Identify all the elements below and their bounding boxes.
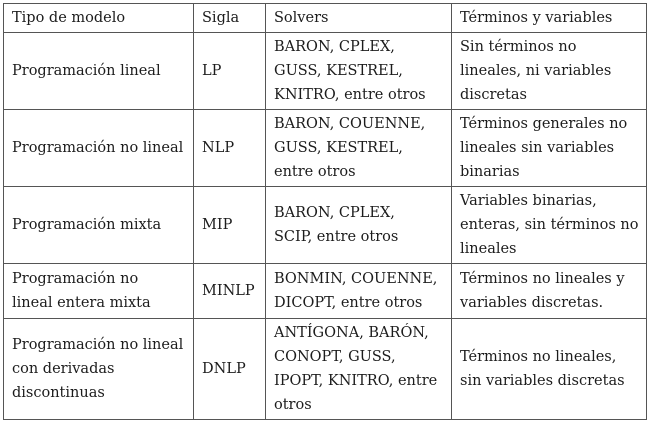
cell-line: Programación mixta xyxy=(12,217,162,233)
cell-sigla: DNLP xyxy=(194,319,266,420)
cell-line: con derivadas xyxy=(12,361,115,377)
cell-line: BARON, CPLEX, xyxy=(274,39,395,55)
cell-line: Programación lineal xyxy=(12,63,161,79)
header-row xyxy=(4,4,647,33)
cell-line: Términos no lineales y xyxy=(460,271,625,287)
cell-tipo xyxy=(4,187,194,264)
cell-line: BONMIN, COUENNE, xyxy=(274,271,438,287)
header-terminos-y-variables: Términos y variables xyxy=(452,4,647,33)
cell-solvers xyxy=(266,264,452,319)
cell-terminos xyxy=(452,110,647,187)
cell-line: BARON, CPLEX, xyxy=(274,205,395,221)
cell-tipo xyxy=(4,33,194,110)
cell-line: GUSS, KESTREL, xyxy=(274,140,403,156)
cell-line: otros xyxy=(274,397,312,413)
header-sigla: Sigla xyxy=(194,4,266,33)
cell-line: Términos no lineales, xyxy=(460,349,617,365)
cell-line: sin variables discretas xyxy=(460,373,625,389)
cell-line: SCIP, entre otros xyxy=(274,229,399,245)
cell-sigla: LP xyxy=(194,33,266,110)
cell-line: lineales, ni variables xyxy=(460,63,612,79)
cell-line: Programación no xyxy=(12,271,139,287)
table-row xyxy=(4,187,647,264)
cell-line: KNITRO, entre otros xyxy=(274,87,426,103)
cell-line: discretas xyxy=(460,87,527,103)
cell-sigla: MIP xyxy=(194,187,266,264)
cell-solvers xyxy=(266,33,452,110)
cell-line: CONOPT, GUSS, xyxy=(274,349,396,365)
cell-line: lineales xyxy=(460,241,517,257)
cell-line: Variables binarias, xyxy=(460,193,597,209)
cell-terminos xyxy=(452,264,647,319)
cell-line: Sin términos no xyxy=(460,39,577,55)
cell-line: discontinuas xyxy=(12,385,105,401)
cell-line: ANTÍGONA, BARÓN, xyxy=(274,325,429,341)
cell-line: BARON, COUENNE, xyxy=(274,116,426,132)
table-row xyxy=(4,319,647,420)
cell-tipo xyxy=(4,264,194,319)
cell-solvers xyxy=(266,110,452,187)
header-solvers: Solvers xyxy=(266,4,452,33)
model-types-table xyxy=(3,3,647,420)
cell-line: lineales sin variables xyxy=(460,140,615,156)
cell-terminos xyxy=(452,187,647,264)
cell-line: IPOPT, KNITRO, entre xyxy=(274,373,438,389)
cell-solvers xyxy=(266,187,452,264)
cell-line: Programación no lineal xyxy=(12,140,184,156)
cell-line: DICOPT, entre otros xyxy=(274,295,423,311)
cell-terminos xyxy=(452,33,647,110)
cell-line: variables discretas. xyxy=(460,295,604,311)
table-row xyxy=(4,110,647,187)
cell-line: Términos generales no xyxy=(460,116,628,132)
cell-sigla: MINLP xyxy=(194,264,266,319)
cell-line: Programación no lineal xyxy=(12,337,184,353)
cell-solvers xyxy=(266,319,452,420)
table-row xyxy=(4,33,647,110)
cell-line: lineal entera mixta xyxy=(12,295,151,311)
cell-tipo xyxy=(4,319,194,420)
table-row xyxy=(4,264,647,319)
cell-tipo xyxy=(4,110,194,187)
cell-line: binarias xyxy=(460,164,520,180)
header-tipo-de-modelo: Tipo de modelo xyxy=(4,4,194,33)
cell-sigla: NLP xyxy=(194,110,266,187)
table-container xyxy=(3,3,647,420)
cell-line: enteras, sin términos no xyxy=(460,217,639,233)
cell-line: entre otros xyxy=(274,164,356,180)
cell-line: GUSS, KESTREL, xyxy=(274,63,403,79)
cell-terminos xyxy=(452,319,647,420)
